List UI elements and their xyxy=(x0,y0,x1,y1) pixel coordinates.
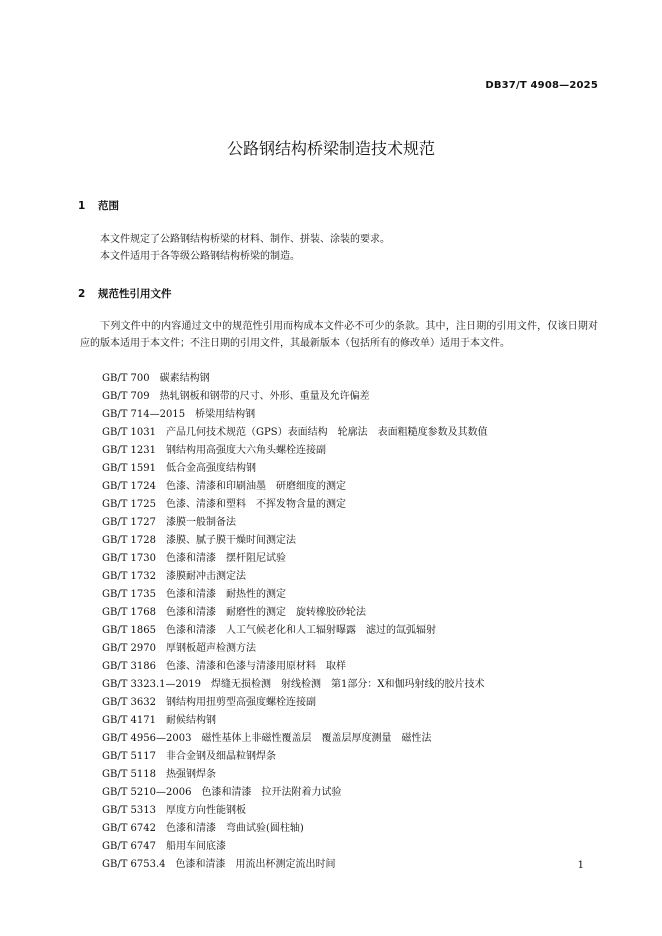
reference-item: GB/T 1231 钢结构用高强度大六角头螺栓连接副 xyxy=(102,444,327,456)
reference-item: GB/T 1768 色漆和清漆 耐磨性的测定 旋转橡胶砂轮法 xyxy=(102,606,367,618)
paragraph: 下列文件中的内容通过文中的规范性引用而构成本文件必不可少的条款。其中，注日期的引用文件，仅该日期对应的版本适用于本文件；不注日期的引用文件，其最新版本（包括所有的修改单）适用于本文件。 xyxy=(80,321,598,349)
reference-item: GB/T 3632 钢结构用扭剪型高强度螺栓连接副 xyxy=(102,696,317,708)
reference-item: GB/T 1724 色漆、清漆和印刷油墨 研磨细度的测定 xyxy=(102,480,347,492)
reference-item: GB/T 5210—2006 色漆和清漆 拉开法附着力试验 xyxy=(102,786,342,798)
reference-item: GB/T 1728 漆膜、腻子膜干燥时间测定法 xyxy=(102,534,297,546)
section-title: 范围 xyxy=(98,200,119,212)
reference-item: GB/T 1732 漆膜耐冲击测定法 xyxy=(102,570,247,582)
document-title: 公路钢结构桥梁制造技术规范 xyxy=(226,139,435,158)
paragraph: 本文件适用于各等级公路钢结构桥梁的制造。 xyxy=(100,251,300,262)
reference-item: GB/T 4956—2003 磁性基体上非磁性覆盖层 覆盖层厚度测量 磁性法 xyxy=(102,732,432,744)
reference-item: GB/T 1735 色漆和清漆 耐热性的测定 xyxy=(102,588,287,600)
reference-item: GB/T 700 碳素结构钢 xyxy=(102,373,210,384)
reference-item: GB/T 6747 船用车间底漆 xyxy=(102,840,227,852)
section-heading-scope xyxy=(78,198,119,213)
reference-item: GB/T 1031 产品几何技术规范（GPS）表面结构 轮廓法 表面粗糙度参数及其数值 xyxy=(102,426,488,438)
reference-item: GB/T 3323.1—2019 焊缝无损检测 射线检测 第1部分：X和伽玛射线的胶片技术 xyxy=(102,678,485,690)
reference-item: GB/T 1725 色漆、清漆和塑料 不挥发物含量的测定 xyxy=(102,498,347,510)
document-id: DB37/T 4908—2025 xyxy=(485,80,598,91)
reference-list xyxy=(102,370,488,874)
reference-item: GB/T 1727 漆膜一般制备法 xyxy=(102,516,237,528)
reference-item: GB/T 3186 色漆、清漆和色漆与清漆用原材料 取样 xyxy=(102,660,347,672)
reference-item: GB/T 1591 低合金高强度结构钢 xyxy=(102,462,257,474)
reference-item: GB/T 5118 热强钢焊条 xyxy=(102,768,217,780)
reference-item: GB/T 5117 非合金钢及细晶粒钢焊条 xyxy=(102,750,277,762)
reference-item: GB/T 4171 耐候结构钢 xyxy=(102,714,217,726)
reference-item: GB/T 714—2015 桥梁用结构钢 xyxy=(102,408,256,420)
reference-item: GB/T 6753.4 色漆和清漆 用流出杯测定流出时间 xyxy=(102,858,336,870)
section-heading-normative-references xyxy=(78,286,172,301)
paragraph: 本文件规定了公路钢结构桥梁的材料、制作、拼装、涂装的要求。 xyxy=(100,234,390,245)
page-number: 1 xyxy=(577,860,584,871)
reference-item: GB/T 5313 厚度方向性能钢板 xyxy=(102,804,247,816)
reference-item: GB/T 6742 色漆和清漆 弯曲试验(圆柱轴) xyxy=(102,822,304,834)
reference-item: GB/T 709 热轧钢板和钢带的尺寸、外形、重量及允许偏差 xyxy=(102,390,370,402)
reference-item: GB/T 2970 厚钢板超声检测方法 xyxy=(102,642,257,654)
section-number: 2 xyxy=(78,288,86,300)
reference-item: GB/T 1730 色漆和清漆 摆杆阻尼试验 xyxy=(102,552,287,564)
section-number: 1 xyxy=(78,200,86,212)
section-title: 规范性引用文件 xyxy=(98,288,172,300)
reference-item: GB/T 1865 色漆和清漆 人工气候老化和人工辐射曝露 滤过的氙弧辐射 xyxy=(102,624,437,636)
